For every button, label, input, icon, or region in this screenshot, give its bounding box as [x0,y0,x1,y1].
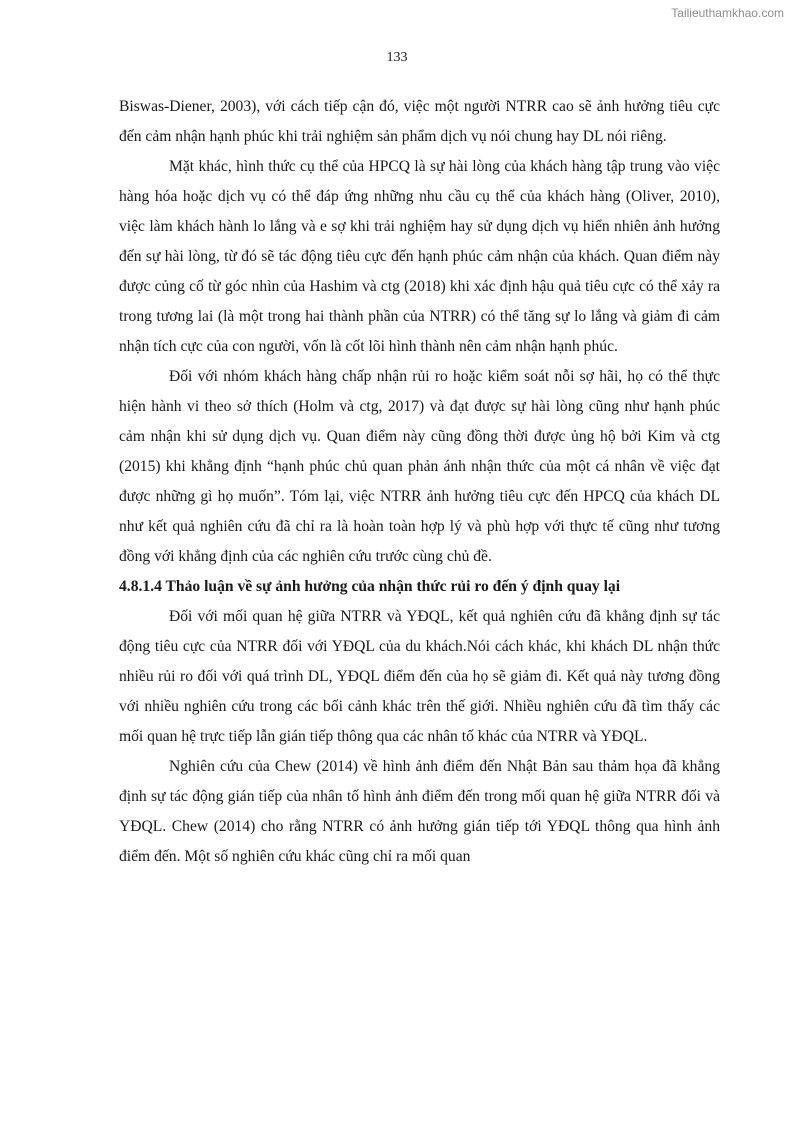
paragraph: Đối với mối quan hệ giữa NTRR và YĐQL, kết quả nghiên cứu đã khẳng định sự tác động tiêu cực của NTRR đối với YĐQL của du khách.Nói cách khác, khi khách DL nhận thức nhiều rủi ro đối với quá trình DL, YĐQL điểm đến của họ sẽ giảm đi. Kết quả này tương đồng với nhiều nghiên cứu trong các bối cảnh khác trên thế giới. Nhiều nghiên cứu đã tìm thấy các mối quan hệ trực tiếp lẫn gián tiếp thông qua các nhân tố khác của NTRR và YĐQL. [119,608,720,745]
section-heading: 4.8.1.4 Thảo luận về sự ảnh hưởng của nhận thức rủi ro đến ý định quay lại [119,578,621,595]
watermark: Tailieuthamkhao.com [671,6,784,20]
document-body [119,92,720,872]
page-number: 133 [386,50,408,65]
paragraph: Nghiên cứu của Chew (2014) về hình ảnh điểm đến Nhật Bản sau thảm họa đã khẳng định sự tác động gián tiếp của nhân tố hình ảnh điểm đến trong mối quan hệ giữa NTRR đối và YĐQL. Chew (2014) cho rằng NTRR có ảnh hưởng gián tiếp tới YĐQL thông qua hình ảnh điểm đến. Một số nghiên cứu khác cũng chỉ ra mối quan [119,758,720,865]
paragraph: Đối với nhóm khách hàng chấp nhận rủi ro hoặc kiểm soát nỗi sợ hãi, họ có thể thực hiện hành vi theo sở thích (Holm và ctg, 2017) và đạt được sự hài lòng cũng như hạnh phúc cảm nhận khi sử dụng dịch vụ. Quan điểm này cũng đồng thời được ủng hộ bởi Kim và ctg (2015) khi khẳng định “hạnh phúc chủ quan phản ánh nhận thức của một cá nhân về việc đạt được những gì họ muốn”. Tóm lại, việc NTRR ảnh hưởng tiêu cực đến HPCQ của khách DL như kết quả nghiên cứu đã chỉ ra là hoàn toàn hợp lý và phù hợp với thực tế cũng như tương đồng với khẳng định của các nghiên cứu trước cùng chủ đề. [119,368,720,565]
paragraph: Biswas-Diener, 2003), với cách tiếp cận đó, việc một người NTRR cao sẽ ảnh hưởng tiêu cực đến cảm nhận hạnh phúc khi trải nghiệm sản phẩm dịch vụ nói chung hay DL nói riêng. [119,98,720,145]
paragraph: Mặt khác, hình thức cụ thể của HPCQ là sự hài lòng của khách hàng tập trung vào việc hàng hóa hoặc dịch vụ có thể đáp ứng những nhu cầu cụ thể của khách hàng (Oliver, 2010), việc làm khách hành lo lắng và e sợ khi trải nghiệm hay sử dụng dịch vụ hiển nhiên ảnh hưởng đến sự hài lòng, từ đó sẽ tác động tiêu cực đến hạnh phúc cảm nhận của khách. Quan điểm này được củng cố từ góc nhìn của Hashim và ctg (2018) khi xác định hậu quả tiêu cực có thể xảy ra trong tương lai (là một trong hai thành phần của NTRR) có thể tăng sự lo lắng và giảm đi cảm nhận tích cực của con người, vốn là cốt lõi hình thành nên cảm nhận hạnh phúc. [119,158,720,355]
